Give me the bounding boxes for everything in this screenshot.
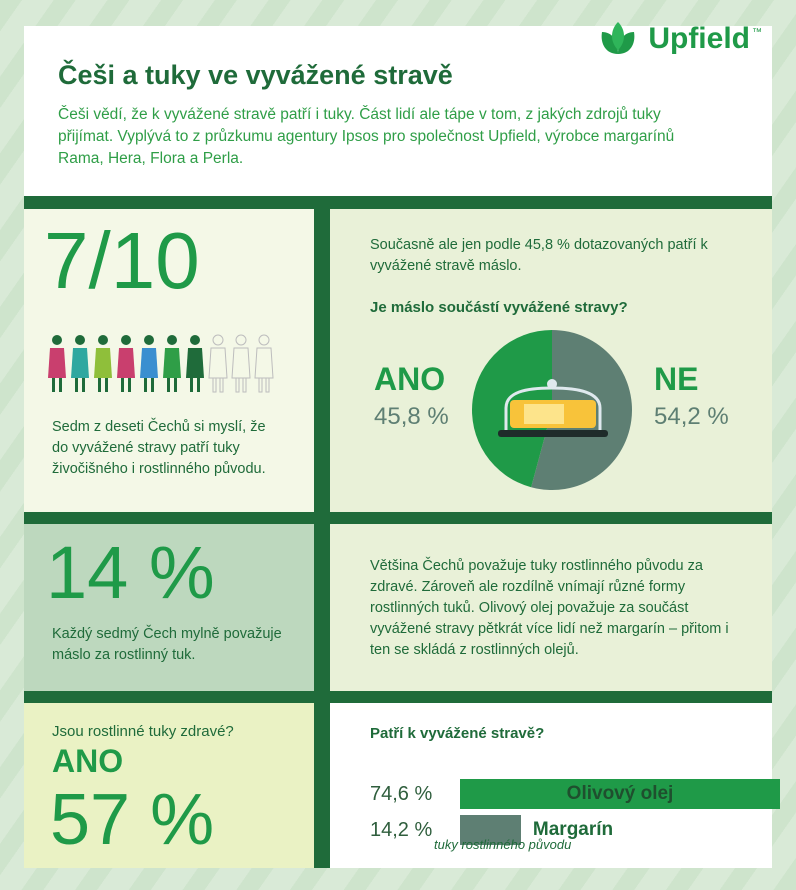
butter-pie-chart (472, 330, 632, 495)
person-outline-icon (207, 334, 229, 396)
person-icon (69, 334, 91, 396)
panel5-answer: ANO (52, 743, 124, 779)
panel-healthy-question (24, 703, 314, 868)
butter-dish-base (498, 430, 608, 437)
no-label: NE (654, 361, 699, 397)
panel2-intro: Současně ale jen podle 45,8 % dotazovaných patří k vyvážené stravě máslo. (370, 237, 708, 274)
pie-svg (472, 330, 632, 490)
header (24, 22, 772, 196)
panel-fourteen-percent (24, 524, 314, 691)
bar-name-label: Olivový olej (566, 783, 674, 804)
stat-fifty-seven-percent: 57 % (50, 780, 215, 860)
person-outline-icon (253, 334, 275, 396)
yes-label: ANO (374, 361, 446, 397)
logo-text: Upfield (648, 22, 750, 55)
butter-dish-knob (547, 379, 557, 389)
stat-seven-of-ten: 7/10 (44, 216, 200, 305)
person-icon (115, 334, 137, 396)
panel-bar-chart (330, 703, 772, 868)
person-icon (184, 334, 206, 396)
person-icon (46, 334, 68, 396)
stat-fourteen-percent: 14 % (46, 531, 215, 614)
bar-value-label: 74,6 % (370, 782, 433, 805)
upfield-logo (596, 20, 762, 58)
bar-name-label: Margarín (532, 819, 614, 840)
person-outline-icon (230, 334, 252, 396)
bar-olive-oil (460, 779, 780, 809)
panel1-text: Sedm z deseti Čechů si myslí, že do vyvážené stravy patří tuky živočišného i rostlinného původu. (52, 419, 266, 477)
panel4-text: Většina Čechů považuje tuky rostlinného původu za zdravé. Zároveň ale rozdílně vnímají různé formy rostlinných tuků. Olivový olej považuje za součást vyvážené stravy pětkrát více lidí než margarín – přitom i ten se skládá z rostlinných olejů. (370, 558, 729, 658)
page-title: Češi a tuky ve vyvážené stravě (58, 60, 453, 90)
bar-value-label: 14,2 % (370, 818, 433, 841)
bar-chart-footnote: tuky rostlinného původu (434, 837, 572, 852)
panel-plant-fats (330, 524, 772, 691)
no-value: 54,2 % (654, 403, 729, 430)
intro-text: Češi vědí, že k vyvážené stravě patří i tuky. Část lidí ale tápe v tom, z jakých zdrojů tuky přijímat. Vyplývá to z průzkumu agentury Ipsos pro společnost Upfield, výrobce margarínů Rama, Hera, Flora a Perla. (58, 106, 675, 167)
panel2-question: Je máslo součástí vyvážené stravy? (370, 299, 628, 316)
logo-tm: ™ (752, 26, 762, 38)
person-icon (92, 334, 114, 396)
person-icon (161, 334, 183, 396)
panel5-question: Jsou rostlinné tuky zdravé? (52, 723, 234, 740)
butter-highlight (524, 404, 564, 424)
person-icon (138, 334, 160, 396)
bar-chart-title: Patří k vyvážené stravě? (370, 725, 545, 742)
leaf-logo-icon (596, 20, 640, 58)
yes-value: 45,8 % (374, 403, 449, 430)
panel3-text: Každý sedmý Čech mylně považuje máslo za rostlinný tuk. (52, 626, 282, 663)
bar-row (370, 779, 780, 809)
people-figures (46, 334, 275, 396)
infographic-card (24, 22, 772, 868)
